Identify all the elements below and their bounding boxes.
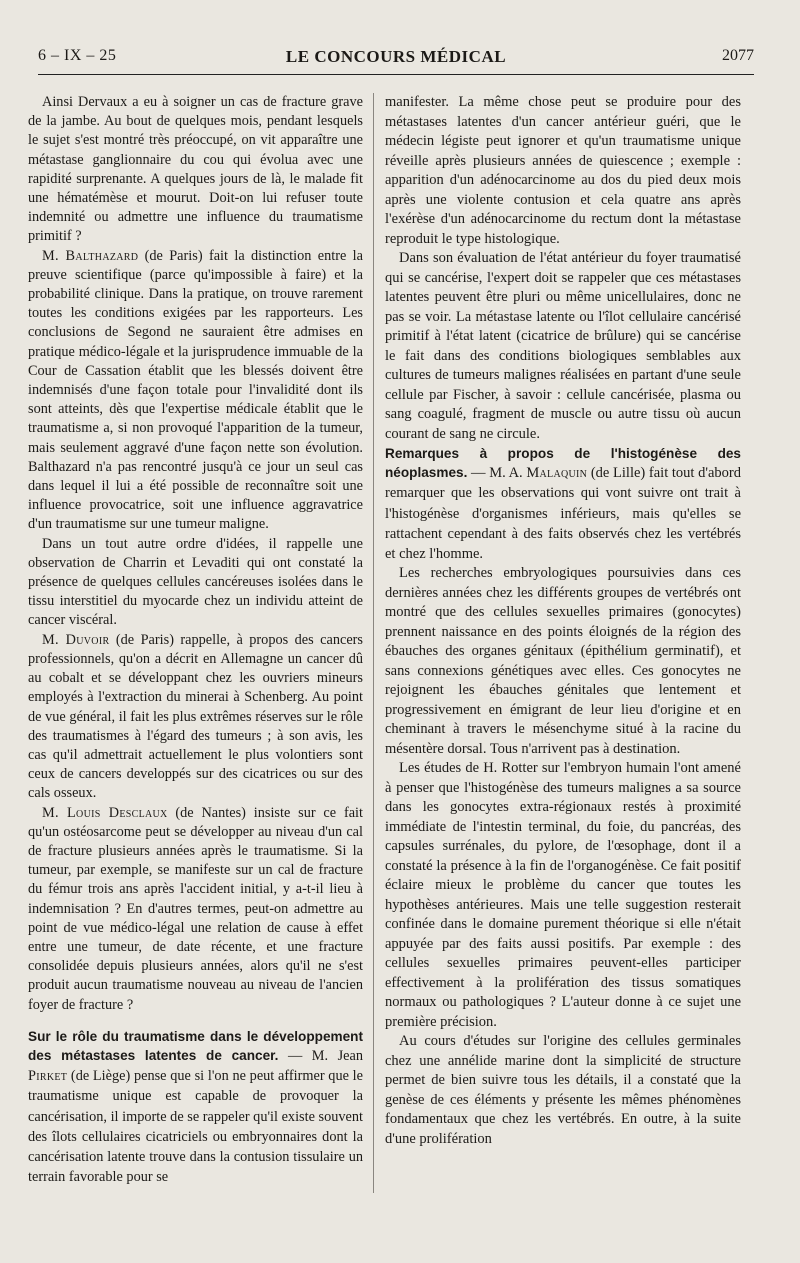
paragraph: Les recherches embryologiques poursuivies dans ces dernières années chez les différents groupes de vertébrés ont montré que des cellules sexuelles primaires (gonocytes) prennent naissance en des points éloignés de la région des ébauches des organes génitaux (épithélium germinatif), et sans connexions génétiques avec elles. Ces gonocytes ne rejoignent les ébauches génitales que lentement et progressivement en émigrant de leur lieu d'origine et en cheminant à travers le mésenchyme situé à la racine du mésentère dorsal. Tous n'arrivent pas à destination. xyxy=(385,565,741,757)
left-column xyxy=(28,93,363,1203)
paragraph-text: (de Paris) fait la distinction entre la preuve scientifique (parce qu'impossible à faire) et la probabilité clinique. Dans la pratique, on trouve rarement toutes les conditions exigées par les rapporteurs. Les conclusions de Segond ne sauraient être admises en pratique médico-légale et la jurisprudence immuable de la Cour de Cassation établit que les blessés doivent être indemnisés d'une façon totale pour l'invalidité dont ils sont atteints, dès que l'expertise médicale établit que le traumatisme a, si non provoqué l'apparition de la tumeur, mais seulement aggravé d'une façon nette son évolution. Balthazard n'a pas rencontré jusqu'à ce jour un seul cas dans lequel il lui a été possible de reconnaître soit une influence provocatrice, soit une influence aggravatrice d'un traumatisme sur une tumeur maligne. xyxy=(28,247,363,533)
paragraph-text: (de Nantes) insiste sur ce fait qu'un ostéosarcome peut se développer au niveau d'un cal de fracture plusieurs années après le traumatisme. Si la tumeur, par exemple, se manifeste sur un cal de fracture du fémur trois ans après l'accident initial, y a-t-il lieu à indemnisation ? En d'autres termes, peut-on admettre au point de vue médico-légal une relation de cause à effet entre une tumeur, de date récente, et une fracture consolidée depuis plusieurs années, alors qu'il ne s'est produit aucun traumatisme nouveau au niveau de l'ancien foyer de fracture ? xyxy=(28,804,363,1013)
paragraph: Dans son évaluation de l'état antérieur du foyer traumatisé qui se cancérise, l'expert doit se rappeler que ces métastases latentes peuvent être pluri ou même unicellulaires, donc ne pas se voir. La métastase latente ou l'îlot cellulaire cancérisé primitif à l'état latent (cicatrice de brûlure) qui se cancérise le fait dans des conditions biologiques semblables aux cultures de tumeurs malignes réalisées en partant d'une seule cellule par Fischer, à savoir : cellule cancérisée, plasma ou sang coagulé, fragment de muscle ou autre tissu où aucun courant de sang ne circule. xyxy=(385,250,741,442)
paragraph xyxy=(28,631,363,804)
paragraph xyxy=(28,804,363,1015)
section-paragraph xyxy=(385,444,741,564)
paragraph xyxy=(28,247,363,535)
paragraph-text: — M. A. xyxy=(467,465,527,482)
paragraph-text: (de Lille) fait tout d'abord remarquer que les observations qui vont suivre ont trait à l'histogénèse d'organismes inférieurs, mais qu'elles se rattachent cependant à des faits observés chez les vertébrés et chez l'homme. xyxy=(385,465,741,563)
spacer xyxy=(28,1015,363,1027)
speaker-name: M. Balthazard xyxy=(42,247,139,264)
paragraph: Les études de H. Rotter sur l'embryon humain l'ont amené à penser que l'histogénèse des tumeurs malignes a sa source dans les gonocytes extra-régionaux restés à proximité immédiate de l'intestin terminal, du foie, du pancréas, des capsules surrénales, du pylore, de l'œsophage, dont il a constaté la présence à la fin de l'organogénèse. Ce fait positif éclaire mieux le problème du cancer que toutes les hypothèses antérieures. Mais une telle suggestion resterait confinée dans le domaine purement théorique si elle n'était appuyée par des faits aussi positifs. Par exemple : des cellules sexuelles primaires peuvent-elles participer effectivement à la prolifération des tissus somatiques normaux ou pathologiques ? L'auteur donne à ce sujet une première précision. xyxy=(385,760,741,1030)
journal-title: LE CONCOURS MÉDICAL xyxy=(285,47,507,66)
speaker-name: M. Duvoir xyxy=(42,631,110,648)
right-column xyxy=(385,93,741,1203)
page-number: 2077 xyxy=(722,47,754,64)
section-heading: Remarques à propos de l'histogénèse des néoplasmes. xyxy=(385,446,741,481)
column-divider xyxy=(373,93,374,1193)
speaker-name: Pirket xyxy=(28,1068,68,1085)
speaker-name: Malaquin xyxy=(526,465,588,482)
issue-date: 6 – IX – 25 xyxy=(38,47,117,64)
paragraph-text: — M. Jean xyxy=(278,1047,363,1064)
paragraph: Au cours d'études sur l'origine des cellules germinales chez une annélide marine dont la simplicité de structure permet de bien suivre tous les détails, il a constaté que la genèse de ces éléments y présente les mêmes phénomènes fondamentaux que chez les vertébrés. En outre, à la suite d'une prolifération xyxy=(385,1033,741,1147)
section-paragraph xyxy=(28,1027,363,1188)
header-rule xyxy=(38,74,754,75)
page-header xyxy=(38,47,754,73)
speaker-name: M. Louis Desclaux xyxy=(42,804,168,821)
section-heading: Sur le rôle du traumatisme dans le développement des métastases latentes de cancer. xyxy=(28,1028,363,1063)
paragraph-text: (de Paris) rappelle, à propos des cancers professionnels, qu'on a décrit en Allemagne un cancer dû au cobalt et se développant chez les ouvriers mineurs employés à l'extraction du minerai à Schenberg. Au point de vue général, il fait les plus extrêmes réserves sur le rôle des traumatismes à l'égard des tumeurs ; à son avis, les cas qu'il admettrait actuellement le plus volontiers sont ceux de cancers developpés sur des cicatrices ou sur des cals osseux. xyxy=(28,631,363,802)
paragraph: Ainsi Dervaux a eu à soigner un cas de fracture grave de la jambe. Au bout de quelques mois, pendant lesquels le sujet s'est montré très préoccupé, on vit apparaître une métastase ganglionnaire du cou qui évolua avec une rapidité surprenante. A quelques jours de là, le malade fit une hématémèse et mourut. Doit-on lui refuser toute indemnité ou admettre une influence du traumatisme primitif ? xyxy=(28,94,363,245)
paragraph: manifester. La même chose peut se produire pour des métastases latentes d'un cancer antérieur guéri, que le médecin légiste peut ignorer et qu'un traumatisme unique réveille après plusieurs années de quiescence ; exemple : apparition d'un adénocarcinome au dos du pied deux mois après une violente contusion et cela quatre ans après l'exérèse d'un adénocarcinome du rectum dont la métastase reproduit le type histologique. xyxy=(385,94,741,247)
paragraph-text: (de Liège) pense que si l'on ne peut affirmer que le traumatisme unique est capable de provoquer la cancérisation, il importe de se rappeler qu'il existe souvent des îlots cellulaires cicatriciels ou embryonnaires dont la cancérisation latente trouve dans la contusion tissulaire un terrain favorable pour se xyxy=(28,1068,363,1186)
paragraph: Dans un tout autre ordre d'idées, il rappelle une observation de Charrin et Levaditi qui ont constaté la présence de quelques cellules cancéreuses isolées dans le tissu interstitiel du myocarde chez un individu atteint de cancer viscéral. xyxy=(28,535,363,629)
